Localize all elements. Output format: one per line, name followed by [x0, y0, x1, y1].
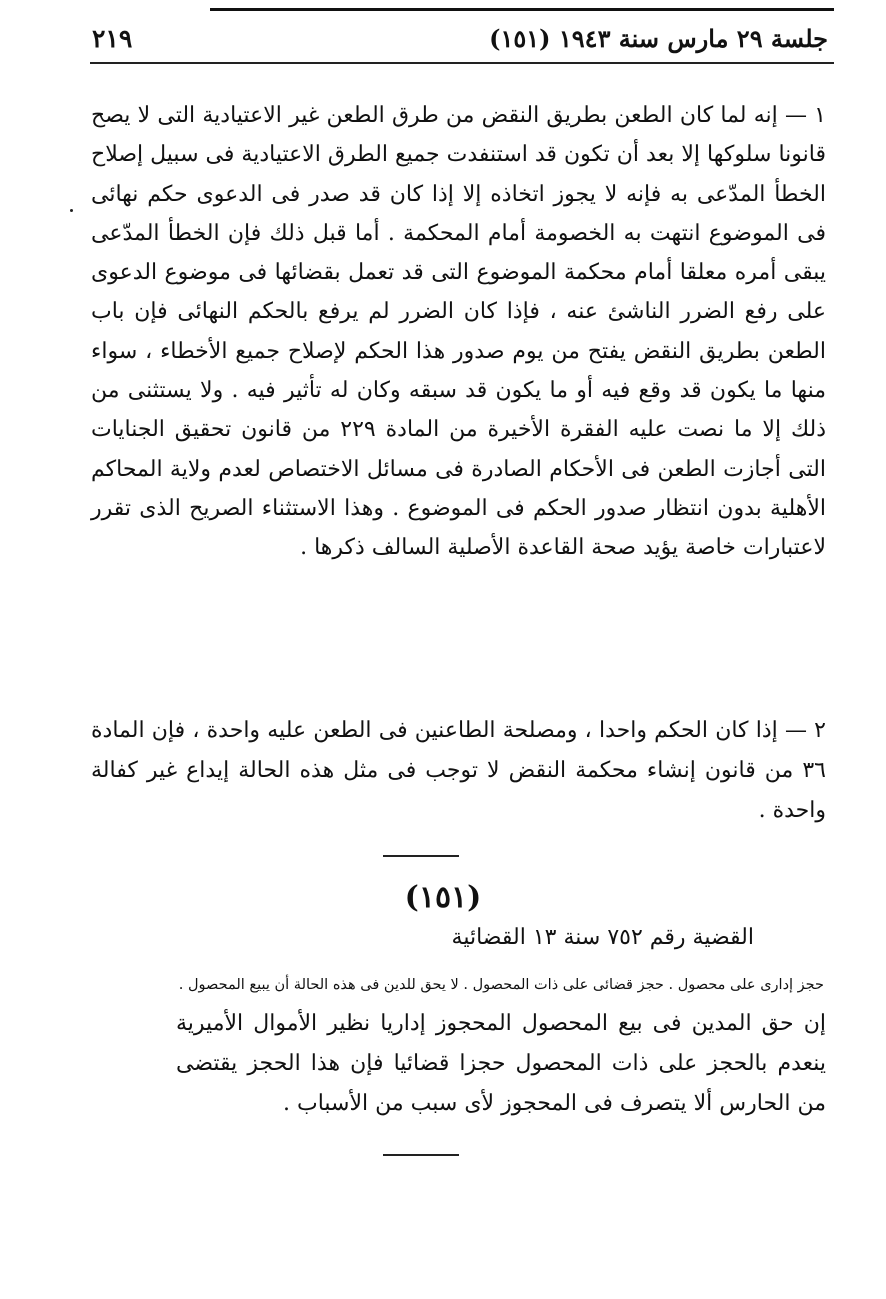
header-rule [90, 62, 834, 64]
case-title: القضية رقم ٧٥٢ سنة ١٣ القضائية [451, 925, 754, 950]
case-number: (١٥١) [404, 880, 482, 915]
print-speck [70, 209, 73, 212]
page-number: ٢١٩ [92, 23, 133, 53]
paragraph-principle-1: ١ — إنه لما كان الطعن بطريق النقض من طرق الطعن غير الاعتيادية التى لا يصح قانونا سلوكها إلا بعد أن تكون قد استنفدت جميع الطرق الاعتيادية فى سبيل إصلاح الخطأ المدّعى به فإنه لا يجوز اتخاذه إلا إذا كان قد صدر فى الدعوى حكم نهائى فى الموضوع انتهت به الخصومة أمام المحكمة . أما قبل ذلك فإن الخطأ المدّعى يبقى أمره معلقا أمام محكمة الموضوع التى قد تعمل بقضائها فى موضوع الدعوى على رفع الضرر الناشئ عنه ، فإذا كان الضرر لم يرفع بالحكم النهائى فإن باب الطعن بطريق النقض يفتح من يوم صدور هذا الحكم لإصلاح جميع الأخطاء ، سواء منها ما يكون قد وقع فيه أو ما يكون قد سبقه وكان له تأثير فيه . ولا يستثنى من ذلك إلا ما نصت عليه الفقرة الأخيرة من المادة ٢٢٩ من قانون تحقيق الجنايات التى أجازت الطعن فى الأحكام الصادرة فى مسائل الاختصاص لعدم ولاية المحاكم الأهلية بدون انتظار صدور الحكم فى الموضوع . وهذا الاستثناء الصريح الذى تقرر لاعتبارات خاصة يؤيد صحة القاعدة الأصلية السالف ذكرها . [91, 103, 826, 561]
paragraph-ruling: إن حق المدين فى بيع المحصول المحجوز إداريا نظير الأموال الأميرية ينعدم بالحجز على ذات المحصول حجزا قضائيا فإن هذا الحجز يقتضى من الحارس ألا يتصرف فى المحجوز لأى سبب من الأسباب . [176, 1011, 826, 1116]
session-title: جلسة ٢٩ مارس سنة ١٩٤٣ (١٥١) [489, 23, 828, 53]
section-separator [383, 855, 459, 857]
top-rule [210, 8, 834, 11]
case-summary: حجز إدارى على محصول . حجز قضائى على ذات المحصول . لا يحق للدين فى هذه الحالة أن يبيع المحصول . [178, 977, 824, 993]
end-separator [383, 1154, 459, 1156]
page-header [92, 18, 828, 58]
paragraph-principle-2: ٢ — إذا كان الحكم واحدا ، ومصلحة الطاعنين فى الطعن عليه واحدة ، فإن المادة ٣٦ من قانون إنشاء محكمة النقض لا توجب فى مثل هذه الحالة إيداع غير كفالة واحدة . [91, 718, 826, 823]
